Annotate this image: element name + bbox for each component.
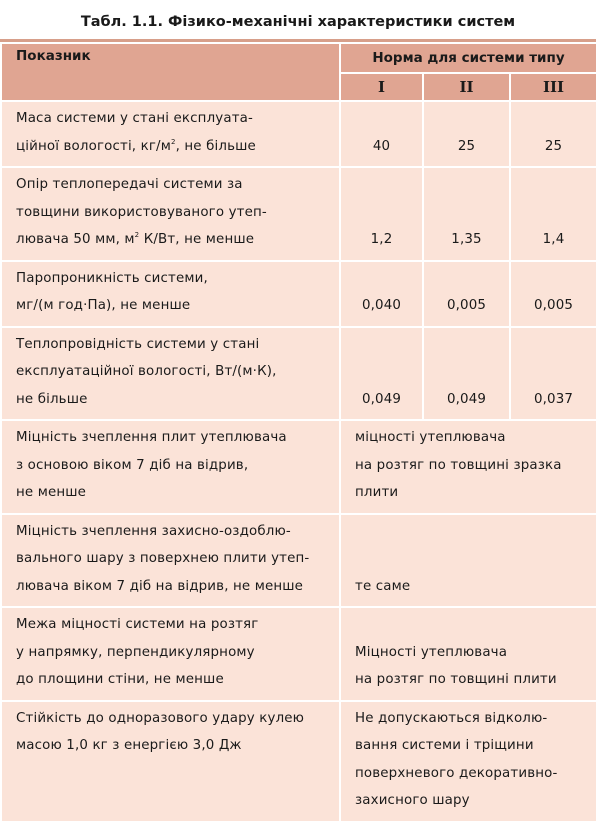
table-row [1,327,597,421]
header-indicator: Показник [1,43,340,101]
cell-merged-value: Міцності утеплювача на розтяг по товщині плити [340,607,597,701]
cell-value: 1,35 [423,167,510,261]
cell-merged-value: те саме [340,514,597,608]
header-type-2: II [423,73,510,101]
cell-value: 0,049 [340,327,423,421]
cell-value: 25 [423,101,510,167]
cell-value: 0,037 [510,327,597,421]
table-row [1,261,597,327]
properties-table [0,42,598,823]
cell-value: 1,2 [340,167,423,261]
cell-value: 0,005 [423,261,510,327]
table-row [1,420,597,514]
cell-value: 25 [510,101,597,167]
header-type-3: III [510,73,597,101]
table-row [1,701,597,822]
cell-value: 0,005 [510,261,597,327]
table-row [1,167,597,261]
row-label-layer-adhesion: Міцність зчеплення захисно-оздоблю- вального шару з поверхнею плити утеп- лювача віком 7 діб на відрив, не менше [1,514,340,608]
row-label-thermal-conductivity: Теплопровідність системи у стані експлуатаційної вологості, Вт/(м·К), не більше [1,327,340,421]
row-label-vapour-permeability: Паропроникність системи, мг/(м год·Па), не менше [1,261,340,327]
row-label-tensile-strength: Межа міцності системи на розтяг у напрямку, перпендикулярному до площини стіни, не менше [1,607,340,701]
header-type-1: I [340,73,423,101]
cell-merged-value: міцності утеплювача на розтяг по товщині зразка плити [340,420,597,514]
row-label-heat-resistance: Опір теплопередачі системи за товщини використовуваного утеп- лювача 50 мм, $м^2$ К/Вт, не менше [1,167,340,261]
cell-value: 0,040 [340,261,423,327]
cell-value: 0,049 [423,327,510,421]
table-row [1,514,597,608]
row-label-mass: Маса системи у стані експлуата- ційної вологості, $кг/м^2$, не більше [1,101,340,167]
row-label-board-adhesion: Міцність зчеплення плит утеплювача з основою віком 7 діб на відрив, не менше [1,420,340,514]
header-row [1,43,597,73]
header-norm: Норма для системи типу [340,43,597,73]
row-label-impact-resistance: Стійкість до одноразового удару кулею масою 1,0 кг з енергією 3,0 Дж [1,701,340,822]
cell-value: 40 [340,101,423,167]
cell-value: 1,4 [510,167,597,261]
table-row [1,101,597,167]
superscript-suffix: $^2$, не більше [170,137,256,154]
superscript-suffix: $^2$ К/Вт, не менше [134,231,255,247]
table-caption: Табл. 1.1. Фізико-механічні характеристики систем [0,0,596,42]
table-row [1,607,597,701]
cell-merged-value: Не допускаються відколю- вання системи і тріщини поверхневого декоративно- захисного шару [340,701,597,822]
